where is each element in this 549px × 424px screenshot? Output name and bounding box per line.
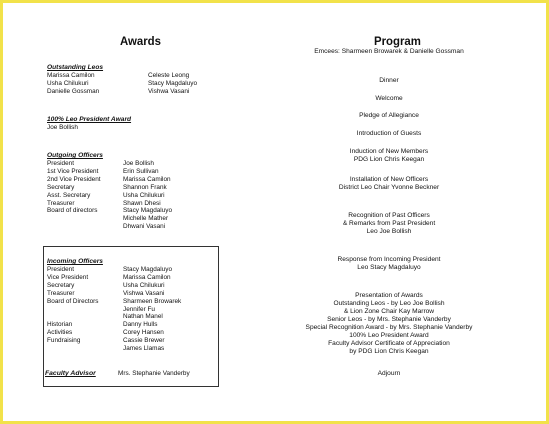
list-item: Asst. Secretary [47,191,91,199]
list-item: Marissa Camilon [123,175,171,183]
list-item: Shannon Frank [123,183,167,191]
president-award-title: 100% Leo President Award [47,116,132,123]
list-item: President [47,266,74,273]
list-item: Historian [47,321,73,329]
program-item-zone-chair: & Lion Zone Chair Kay Marrow [343,308,435,315]
list-item: Vishwa Vasani [148,87,190,95]
president-award-winner: Joe Bollish [47,124,78,131]
list-item: Nathan Manel [123,313,163,321]
program-page [3,3,546,421]
list-item: Stacy Magdaluyo [123,207,173,215]
program-item-guests: Introduction of Guests [356,130,422,137]
program-item-awards: Presentation of Awards [355,292,423,299]
program-item-installation: Installation of New Officers [349,176,429,183]
list-item: President [47,160,74,167]
program-item-outstanding: Outstanding Leos - by Leo Joe Bollish [333,300,445,307]
list-item: Joe Bollish [123,160,154,167]
list-item: Treasurer [47,289,75,297]
program-item-recognition-by: Leo Joe Bollish [366,228,412,235]
program-item-installation-by: District Leo Chair Yvonne Beckner [338,184,440,191]
program-item-adjourn: Adjourn [377,370,401,377]
list-item: Celeste Leong [148,72,190,79]
list-item: Usha Chilukuri [47,79,89,87]
outgoing-roles [47,160,101,215]
outstanding-leos-col1 [47,72,99,96]
faculty-advisor-name: Mrs. Stephanie Vanderby [118,370,190,377]
program-item-welcome: Welcome [375,95,403,102]
program-item-dinner: Dinner [379,77,399,84]
list-item: Marissa Camilon [47,72,95,79]
program-heading: Program [374,34,421,48]
list-item: Activities [47,329,73,337]
program-item-president-award: 100% Leo President Award [349,332,429,339]
faculty-advisor-label: Faculty Advisor [45,370,96,377]
incoming-officers-title: Incoming Officers [47,258,103,265]
program-item-induction-by: PDG Lion Chris Keegan [353,156,425,163]
awards-heading: Awards [120,34,161,48]
list-item: Michelle Mather [123,215,169,223]
list-item: Secretary [47,183,75,191]
outgoing-names [123,160,172,231]
list-item: Jennifer Fu [123,305,155,313]
list-item: Vice President [47,273,89,281]
list-item [47,313,99,321]
program-item-faculty-cert-by: by PDG Lion Chris Keegan [349,348,429,355]
program-item-recognition-remarks: & Remarks from Past President [342,220,436,227]
program-item-recognition: Recognition of Past Officers [348,212,430,219]
program-item-pledge: Pledge of Allegiance [359,112,419,119]
outstanding-leos-col2 [148,72,197,96]
list-item: Vishwa Vasani [123,289,165,297]
program-item-response-by: Leo Stacy Magdaluyo [357,264,421,271]
program-item-induction: Induction of New Members [349,148,429,155]
list-item: Shawn Dhesi [123,199,161,207]
list-item: Stacy Magdaluyo [148,79,198,87]
list-item: Danielle Gossman [47,87,100,95]
list-item: Treasurer [47,199,75,207]
list-item: Usha Chilukuri [123,281,165,289]
list-item: James Llamas [123,345,165,353]
list-item: Sharmeen Browarek [123,297,182,305]
list-item: Dhwani Vasani [123,223,166,231]
program-item-faculty-cert: Faculty Advisor Certificate of Appreciation [328,340,450,347]
list-item: Corey Hansen [123,329,164,337]
list-item: Secretary [47,281,75,289]
list-item: Danny Hulls [123,321,158,329]
list-item: Board of Directors [47,297,99,305]
incoming-names [123,266,181,353]
list-item: Erin Sullivan [123,167,159,175]
outgoing-officers-title: Outgoing Officers [47,152,103,159]
list-item: Marissa Camilon [123,273,171,281]
list-item: Stacy Magdaluyo [123,266,173,273]
outstanding-leos-title: Outstanding Leos [47,64,104,71]
list-item: Fundraising [47,337,81,345]
program-item-special: Special Recognition Award - by Mrs. Stephanie Vanderby [305,324,473,331]
list-item: Board of directors [47,207,98,215]
program-item-response: Response from Incoming President [337,256,441,263]
emcees-line: Emcees: Sharmeen Browarek & Danielle Gossman [314,48,464,55]
list-item: 2nd Vice President [47,175,101,183]
list-item: Usha Chilukuri [123,191,165,199]
list-item: 1st Vice President [47,167,99,175]
program-item-senior: Senior Leos - by Mrs. Stephanie Vanderby [327,316,451,323]
incoming-roles [47,266,99,345]
list-item: Cassie Brewer [123,337,165,345]
list-item [47,306,99,314]
